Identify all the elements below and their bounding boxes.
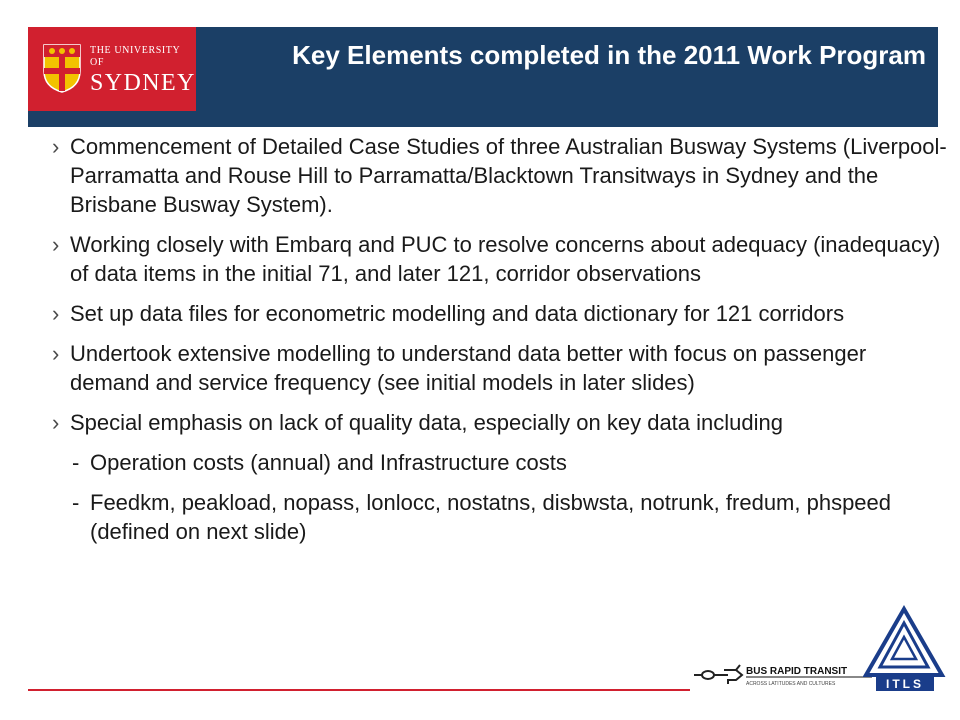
university-logo (28, 27, 196, 111)
sub-bullet-item (52, 488, 947, 546)
slide-title: Key Elements completed in the 2011 Work Program (292, 40, 926, 70)
bullet-item (52, 299, 947, 328)
bullet-text: Working closely with Embarq and PUC to resolve concerns about adequacy (inadequacy) of data items in the initial 71, and later 121, corridor observations (70, 232, 941, 286)
crest-icon (42, 43, 82, 93)
bullet-item (52, 408, 947, 437)
bullet-item (52, 339, 947, 397)
bullet-marker: › (52, 301, 60, 326)
brt-title: BUS RAPID TRANSIT (746, 666, 848, 677)
bullet-marker: › (52, 410, 60, 435)
bullet-item (52, 230, 947, 288)
brt-logo (694, 662, 874, 688)
dash-marker: - (72, 450, 80, 475)
itls-logo (862, 605, 946, 695)
bullet-text: Commencement of Detailed Case Studies of three Australian Busway Systems (Liverpool-Parramatta and Rouse Hill to Parramatta/Blacktown Transitways in Sydney and the Brisbane Busway System). (70, 134, 947, 217)
bullet-marker: › (52, 232, 60, 257)
bullet-marker: › (52, 341, 60, 366)
dash-marker: - (72, 490, 80, 515)
logo-big-text: SYDNEY (90, 70, 196, 96)
footer-line (28, 689, 690, 691)
itls-text: ITLS (886, 677, 924, 691)
sub-bullet-item (52, 448, 947, 477)
bullet-list (52, 132, 947, 557)
bullet-marker: › (52, 134, 60, 159)
sub-bullet-text: Feedkm, peakload, nopass, lonlocc, nostatns, disbwsta, notrunk, fredum, phspeed (defined on next slide) (90, 490, 892, 544)
logo-wordmark (90, 45, 196, 97)
bullet-item (52, 132, 947, 219)
bullet-text: Undertook extensive modelling to understand data better with focus on passenger demand and service frequency (see initial models in later slides) (70, 341, 867, 395)
logo-small-text: THE UNIVERSITY OF (90, 45, 180, 68)
bullet-text: Set up data files for econometric modelling and data dictionary for 121 corridors (70, 301, 845, 326)
sub-bullet-text: Operation costs (annual) and Infrastructure costs (90, 450, 567, 475)
brt-subtitle: ACROSS LATITUDES AND CULTURES (746, 681, 836, 687)
bullet-text: Special emphasis on lack of quality data, especially on key data including (70, 410, 783, 435)
